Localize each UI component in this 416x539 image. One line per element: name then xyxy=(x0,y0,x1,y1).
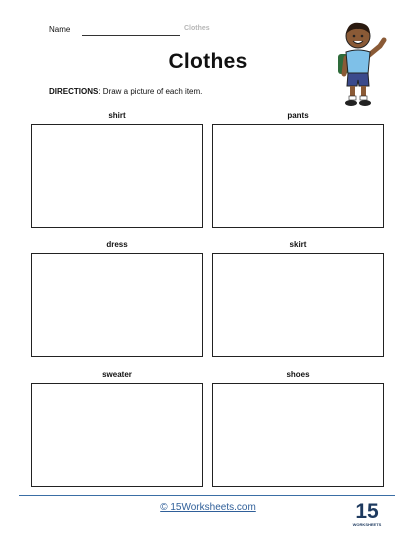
item-label-shirt: shirt xyxy=(108,111,126,120)
sheet-tag: Clothes xyxy=(184,25,210,32)
item-label-pants: pants xyxy=(287,111,309,120)
directions-label: DIRECTIONS xyxy=(49,87,99,96)
page-title: Clothes xyxy=(168,50,248,73)
drawing-box-skirt[interactable] xyxy=(212,253,384,357)
logo-number: 15 xyxy=(355,500,379,523)
directions-text: : Draw a picture of each item. xyxy=(98,87,203,96)
logo-text: WORKSHEETS xyxy=(352,522,382,527)
drawing-box-dress[interactable] xyxy=(31,253,203,357)
item-label-sweater: sweater xyxy=(102,370,132,379)
item-label-shoes: shoes xyxy=(286,370,310,379)
item-label-skirt: skirt xyxy=(289,240,307,249)
name-label: Name xyxy=(49,25,71,34)
directions xyxy=(49,87,202,96)
footer-divider xyxy=(19,495,395,496)
name-line[interactable] xyxy=(82,35,180,36)
drawing-box-shoes[interactable] xyxy=(212,383,384,487)
drawing-box-sweater[interactable] xyxy=(31,383,203,487)
item-label-dress: dress xyxy=(106,240,128,249)
worksheets-logo xyxy=(352,498,382,528)
footer-link[interactable]: © 15Worksheets.com xyxy=(160,502,256,513)
drawing-box-shirt[interactable] xyxy=(31,124,203,228)
drawing-box-pants[interactable] xyxy=(212,124,384,228)
